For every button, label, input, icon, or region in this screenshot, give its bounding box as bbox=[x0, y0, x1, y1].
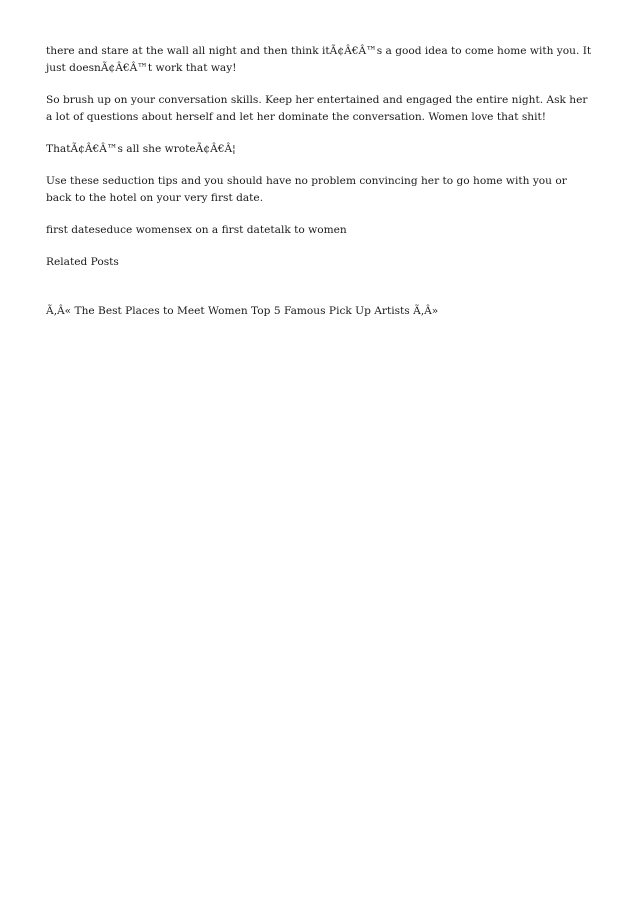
paragraph-intro-end: there and stare at the wall all night and then think itÃ¢Â€Â™s a good idea to come home with you. It just doesnÃ¢Â€Â™t work that way! bbox=[46, 45, 592, 74]
post-navigation[interactable]: Ã‚Â« The Best Places to Meet Women Top 5 Famous Pick Up Artists Ã‚Â» bbox=[46, 305, 439, 317]
related-posts-heading: Related Posts bbox=[46, 256, 119, 268]
article-body bbox=[46, 43, 594, 335]
post-tags[interactable]: first dateseduce womensex on a first datetalk to women bbox=[46, 224, 347, 236]
paragraph-sign-off: ThatÃ¢Â€Â™s all she wroteÃ¢Â€Â¦ bbox=[46, 143, 236, 155]
paragraph-seduction-tips: Use these seduction tips and you should have no problem convincing her to go home with you or back to the hotel on your very first date. bbox=[46, 175, 567, 204]
paragraph-conversation-skills: So brush up on your conversation skills. Keep her entertained and engaged the entire night. Ask her a lot of questions about herself and let her dominate the conversation. Women love that shit! bbox=[46, 94, 588, 123]
